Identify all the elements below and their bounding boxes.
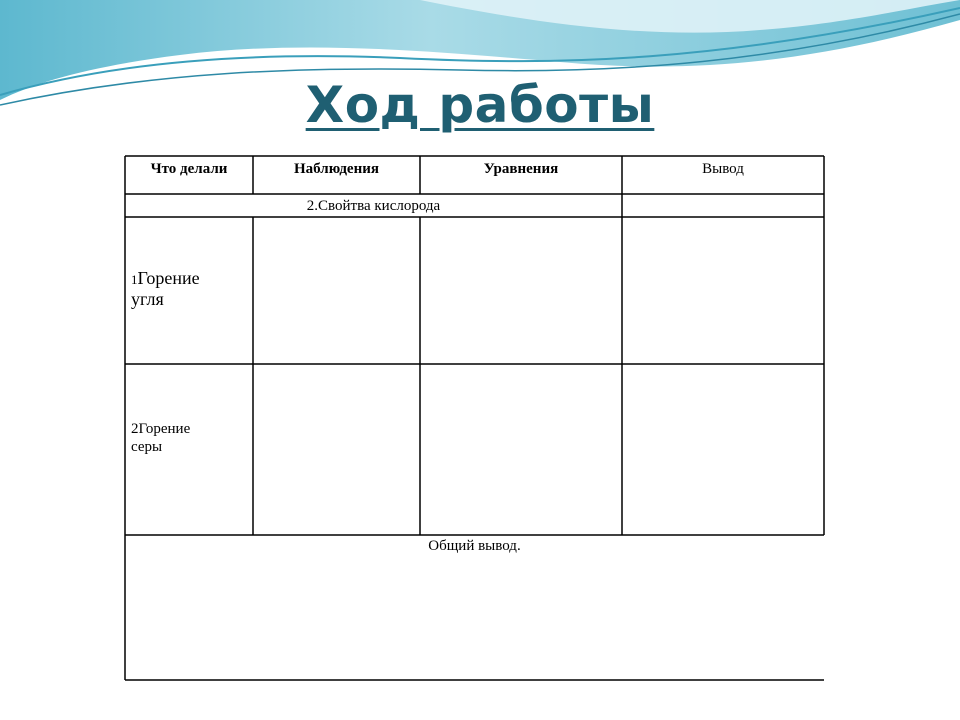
- row-number: 2: [131, 421, 139, 437]
- row-label-line2: серы: [131, 439, 163, 455]
- row-coal-burning: [131, 268, 249, 310]
- slide-title: Ход работы: [305, 76, 655, 134]
- header-equations: Уравнения: [483, 161, 559, 177]
- section-label: 2.Свойтва кислорода: [306, 198, 441, 214]
- summary-label: Общий вывод.: [428, 538, 521, 554]
- header-conclusion: Вывод: [702, 161, 744, 177]
- header-what-done: Что делали: [150, 161, 228, 177]
- row-label-line2: угля: [131, 289, 164, 309]
- row-number: 1: [131, 272, 138, 287]
- row-label-line1: Горение: [138, 421, 191, 437]
- row-sulfur-burning: [131, 420, 249, 456]
- header-observations: Наблюдения: [294, 161, 379, 177]
- row-label-line1: Горение: [137, 268, 200, 288]
